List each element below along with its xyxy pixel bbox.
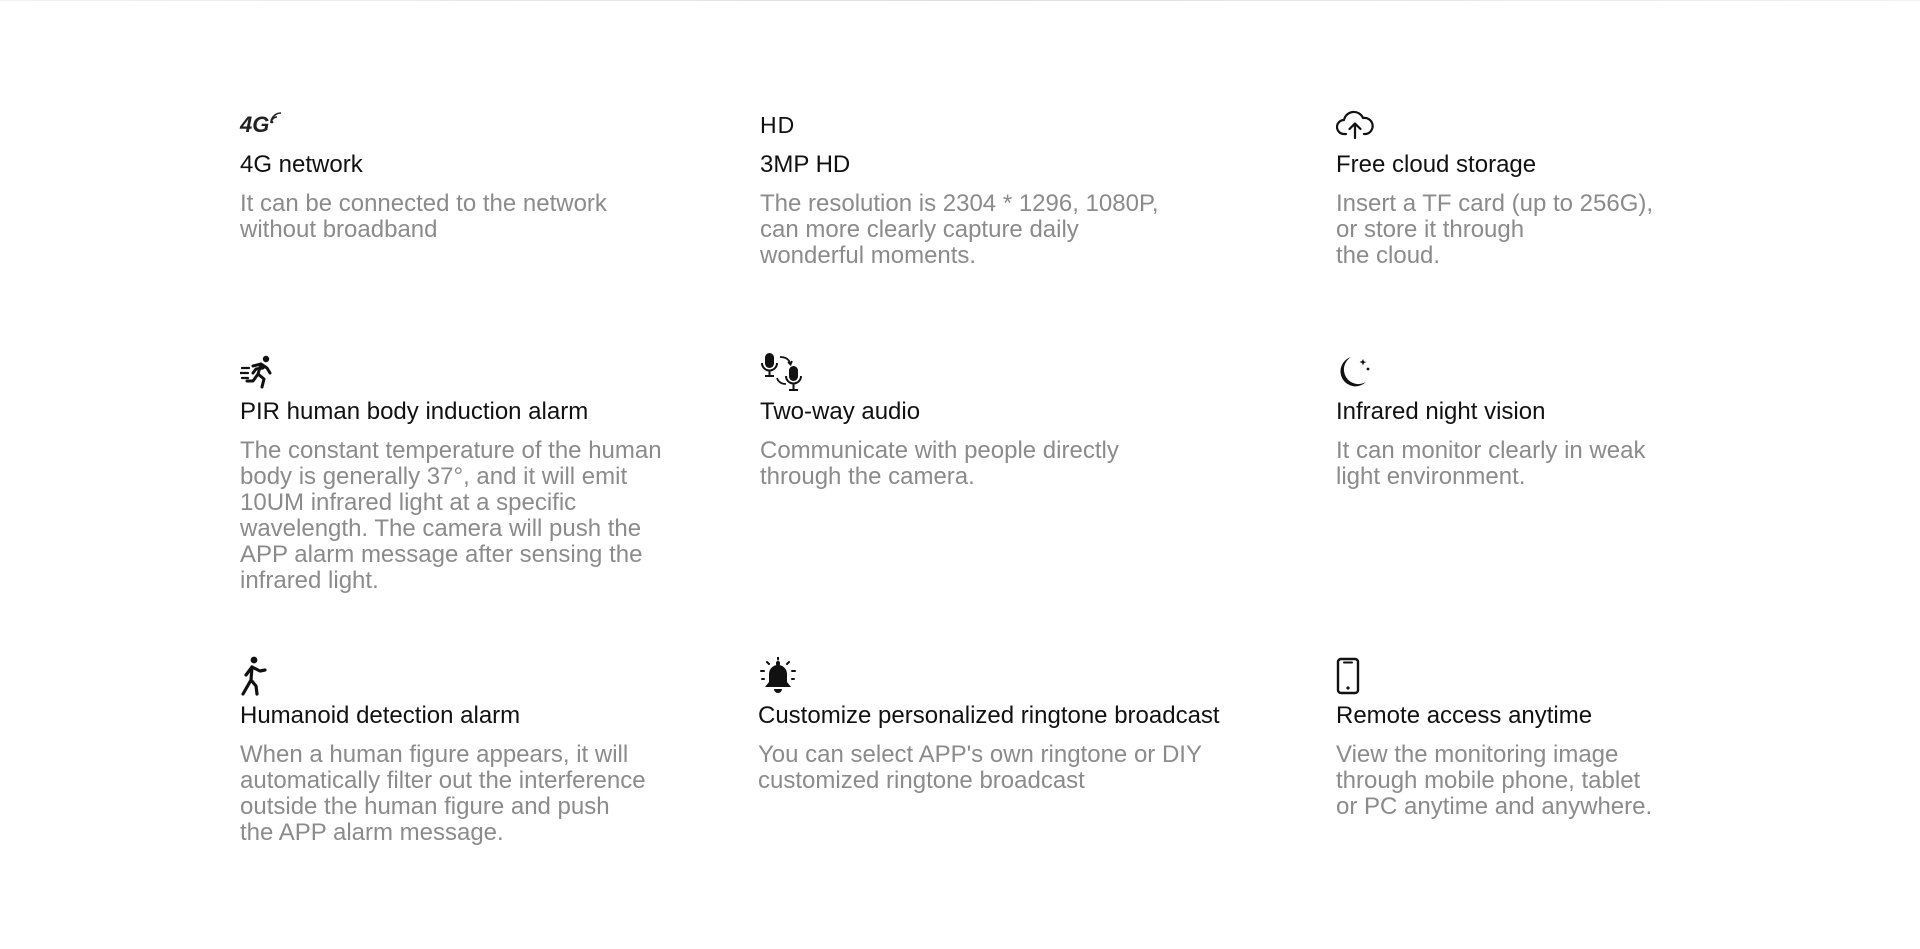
feature-description: Insert a TF card (up to 256G), or store it through the cloud. — [1336, 190, 1654, 269]
feature-description: It can be connected to the network without broadband — [240, 190, 607, 243]
top-divider — [0, 0, 1920, 1]
feature-description: You can select APP's own ringtone or DIY customized ringtone broadcast — [758, 741, 1202, 794]
feature-description: The constant temperature of the human body is generally 37°, and it will emit 10UM infrared light at a specific wavelength. The camera will push the APP alarm message after sensing the infrared light. — [240, 437, 662, 594]
feature-description: View the monitoring image through mobile phone, tablet or PC anytime and anywhere. — [1336, 741, 1653, 820]
walking-person-icon — [240, 656, 290, 696]
feature-description: The resolution is 2304 * 1296, 1080P, can more clearly capture daily wonderful moments. — [760, 190, 1159, 269]
4g-icon: 4G — [240, 105, 290, 145]
ringing-bell-icon — [758, 656, 808, 696]
feature-title: 4G network — [240, 151, 363, 178]
feature-title: PIR human body induction alarm — [240, 398, 589, 425]
feature-description: Communicate with people directly through the camera. — [760, 437, 1119, 490]
feature-title: Humanoid detection alarm — [240, 702, 521, 729]
feature-title: Remote access anytime — [1336, 702, 1593, 729]
feature-title: Customize personalized ringtone broadcast — [758, 702, 1220, 729]
feature-description: When a human figure appears, it will automatically filter out the interference outside the human figure and push the APP alarm message. — [240, 741, 646, 846]
running-person-icon — [240, 352, 290, 392]
hd-icon: HD — [760, 111, 796, 138]
cloud-upload-icon — [1336, 105, 1386, 145]
feature-title: 3MP HD — [760, 151, 851, 178]
feature-title: Two-way audio — [760, 398, 921, 425]
feature-title: Free cloud storage — [1336, 151, 1537, 178]
smartphone-icon — [1336, 656, 1386, 696]
moon-stars-icon — [1336, 352, 1386, 392]
feature-title: Infrared night vision — [1336, 398, 1546, 425]
feature-description: It can monitor clearly in weak light environment. — [1336, 437, 1646, 490]
microphones-icon — [760, 352, 810, 392]
